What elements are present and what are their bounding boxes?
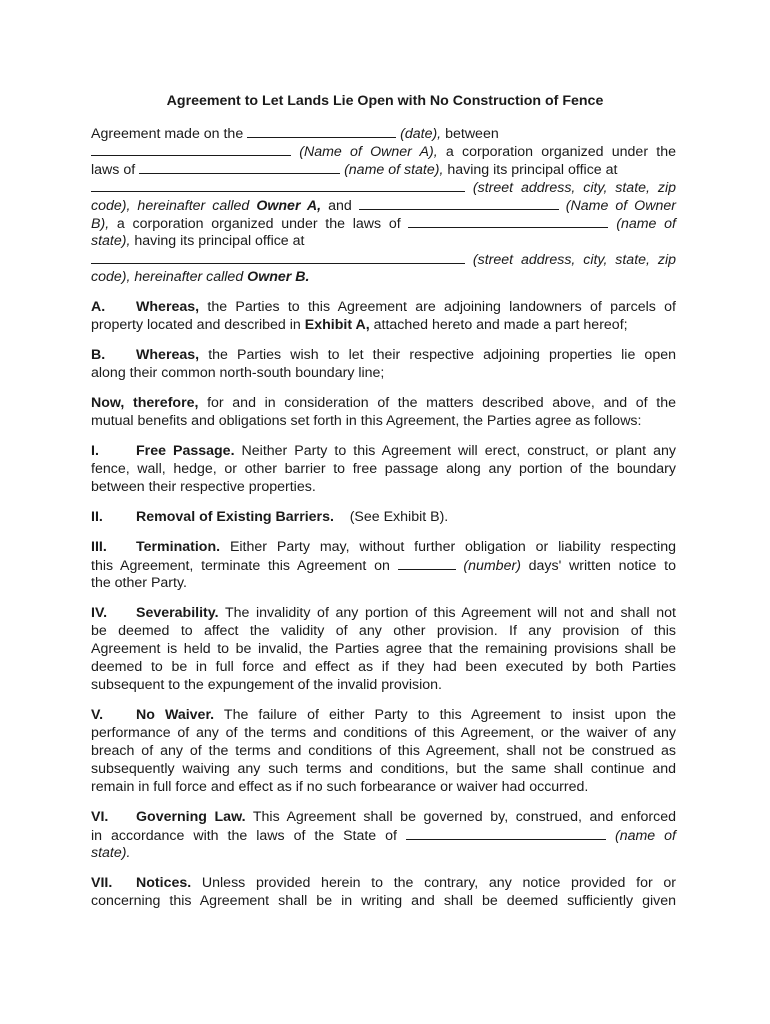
section-5-line3: breach of any of the terms and conditions of this Agreement, shall not be construed as bbox=[91, 743, 676, 759]
document-title: Agreement to Let Lands Lie Open with No Construction of Fence bbox=[166, 93, 604, 109]
section-5-line4: subsequently waiving any such terms and conditions, but the same shall continue and bbox=[91, 761, 676, 777]
state-hint-b: (name of bbox=[616, 216, 677, 232]
section-4-line5: subsequent to the expungement of the invalid provision. bbox=[91, 677, 442, 693]
preamble-corp-under: a corporation organized under the bbox=[445, 144, 676, 160]
owner-b-name-hint-cont: B), bbox=[91, 216, 110, 232]
date-blank[interactable] bbox=[247, 124, 396, 138]
section-7-heading: Notices. bbox=[136, 875, 192, 891]
recital-b-line2: along their common north-south boundary line; bbox=[91, 365, 385, 381]
preamble-principal-office-a: having its principal office at bbox=[447, 162, 618, 178]
section-5-heading: No Waiver. bbox=[136, 707, 215, 723]
recital-a bbox=[91, 298, 676, 334]
now-therefore-label: Now, therefore, bbox=[91, 395, 199, 411]
code-called-a: code), hereinafter called bbox=[91, 198, 250, 214]
section-4-line1: The invalidity of any portion of this Agreement will not and shall not bbox=[224, 605, 676, 621]
now-therefore-line2: mutual benefits and obligations set forth in this Agreement, the Parties agree as follows: bbox=[91, 413, 642, 429]
date-hint: (date), bbox=[400, 126, 442, 142]
section-1-number: I. bbox=[91, 443, 99, 459]
section-6-heading: Governing Law. bbox=[136, 809, 246, 825]
now-therefore-clause bbox=[91, 394, 676, 430]
recital-b-line1: the Parties wish to let their respective adjoining properties lie open bbox=[208, 347, 676, 363]
owner-b-label: Owner B. bbox=[247, 269, 310, 285]
recital-a-line2-post: attached hereto and made a part hereof; bbox=[373, 317, 628, 333]
section-5-line5: remain in full force and effect as if no such forbearance or waiver had occurred. bbox=[91, 779, 589, 795]
recital-a-line1: the Parties to this Agreement are adjoining landowners of parcels of bbox=[207, 299, 676, 315]
section-2-heading: Removal of Existing Barriers. bbox=[136, 509, 334, 525]
section-4-heading: Severability. bbox=[136, 605, 219, 621]
owner-b-state-blank[interactable] bbox=[408, 214, 608, 228]
section-5-number: V. bbox=[91, 707, 104, 723]
section-4-line3: Agreement is held to be invalid, the Parties agree that the remaining provisions shall be bbox=[91, 641, 676, 657]
owner-b-name-hint: (Name of Owner bbox=[565, 198, 676, 214]
owner-a-name-blank[interactable] bbox=[91, 142, 291, 156]
street-hint-a: (street address, city, state, zip bbox=[472, 180, 676, 196]
section-3-line2-post: days' written notice to bbox=[528, 558, 676, 574]
section-severability bbox=[91, 604, 676, 694]
section-6-number: VI. bbox=[91, 809, 109, 825]
section-5-line2: performance of any of the terms and conditions of this Agreement, or the waiver of any bbox=[91, 725, 676, 741]
section-3-number: III. bbox=[91, 539, 107, 555]
owner-b-address-blank[interactable] bbox=[91, 250, 465, 264]
owner-a-address-blank[interactable] bbox=[91, 178, 465, 192]
recital-a-number: A. bbox=[91, 299, 106, 315]
section-2-text: (See Exhibit B). bbox=[349, 509, 449, 525]
recital-a-line2-pre: property located and described in bbox=[91, 317, 301, 333]
section-7-number: VII. bbox=[91, 875, 113, 891]
now-therefore-line1: for and in consideration of the matters described above, and of the bbox=[207, 395, 676, 411]
recital-b-whereas: Whereas, bbox=[136, 347, 200, 363]
recital-a-whereas: Whereas, bbox=[136, 299, 200, 315]
section-free-passage bbox=[91, 442, 676, 496]
section-7-line1: Unless provided herein to the contrary, any notice provided for or bbox=[201, 875, 676, 891]
section-1-heading: Free Passage. bbox=[136, 443, 235, 459]
preamble-laws-of: laws of bbox=[91, 162, 136, 178]
section-termination bbox=[91, 538, 676, 592]
owner-a-name-hint: (Name of Owner A), bbox=[299, 144, 438, 160]
recital-b bbox=[91, 346, 676, 382]
governing-state-hint-cont: state). bbox=[91, 845, 131, 861]
document-body bbox=[91, 124, 676, 910]
section-4-line4: deemed to be in full force and effect as if they had been executed by both Parties bbox=[91, 659, 676, 675]
section-3-heading: Termination. bbox=[136, 539, 221, 555]
section-7-line2: concerning this Agreement shall be in writing and shall be deemed sufficiently given bbox=[91, 893, 676, 909]
preamble-made-on: Agreement made on the bbox=[91, 126, 244, 142]
section-1-line2: fence, wall, hedge, or other barrier to free passage along any portion of the boundary bbox=[91, 461, 676, 477]
owner-a-state-blank[interactable] bbox=[139, 160, 340, 174]
governing-state-blank[interactable] bbox=[406, 826, 606, 840]
section-1-line1: Neither Party to this Agreement will erect, construct, or plant any bbox=[241, 443, 676, 459]
section-removal-barriers bbox=[91, 508, 676, 526]
section-6-line1: This Agreement shall be governed by, construed, and enforced bbox=[252, 809, 676, 825]
preamble-corp-under-b: a corporation organized under the laws of bbox=[116, 216, 401, 232]
section-6-line2-pre: in accordance with the laws of the State of bbox=[91, 828, 398, 844]
code-called-b: code), hereinafter called bbox=[91, 269, 244, 285]
section-2-number: II. bbox=[91, 509, 103, 525]
section-4-number: IV. bbox=[91, 605, 108, 621]
notice-days-blank[interactable] bbox=[398, 556, 456, 570]
governing-state-hint: (name of bbox=[614, 828, 677, 844]
preamble-between: between bbox=[445, 126, 499, 142]
state-hint-a: (name of state), bbox=[344, 162, 444, 178]
section-governing-law bbox=[91, 808, 676, 862]
section-1-line3: between their respective properties. bbox=[91, 479, 316, 495]
owner-b-name-blank[interactable] bbox=[359, 196, 559, 210]
owner-a-label: Owner A, bbox=[256, 198, 322, 214]
section-5-line1: The failure of either Party to this Agreement to insist upon the bbox=[223, 707, 676, 723]
section-3-line3: the other Party. bbox=[91, 575, 187, 591]
exhibit-a-ref: Exhibit A, bbox=[304, 317, 370, 333]
section-no-waiver bbox=[91, 706, 676, 796]
section-3-line1: Either Party may, without further obligation or liability respecting bbox=[229, 539, 676, 555]
preamble-and: and bbox=[328, 198, 352, 214]
preamble bbox=[91, 124, 676, 286]
section-notices bbox=[91, 874, 676, 910]
notice-days-hint: (number) bbox=[463, 558, 521, 574]
recital-b-number: B. bbox=[91, 347, 106, 363]
street-hint-b: (street address, city, state, zip bbox=[472, 252, 676, 268]
section-3-line2-pre: this Agreement, terminate this Agreement on bbox=[91, 558, 390, 574]
state-hint-b-cont: state), bbox=[91, 233, 131, 249]
preamble-principal-office-b: having its principal office at bbox=[134, 233, 305, 249]
section-4-line2: be deemed to affect the validity of any other provision. If any provision of this bbox=[91, 623, 676, 639]
